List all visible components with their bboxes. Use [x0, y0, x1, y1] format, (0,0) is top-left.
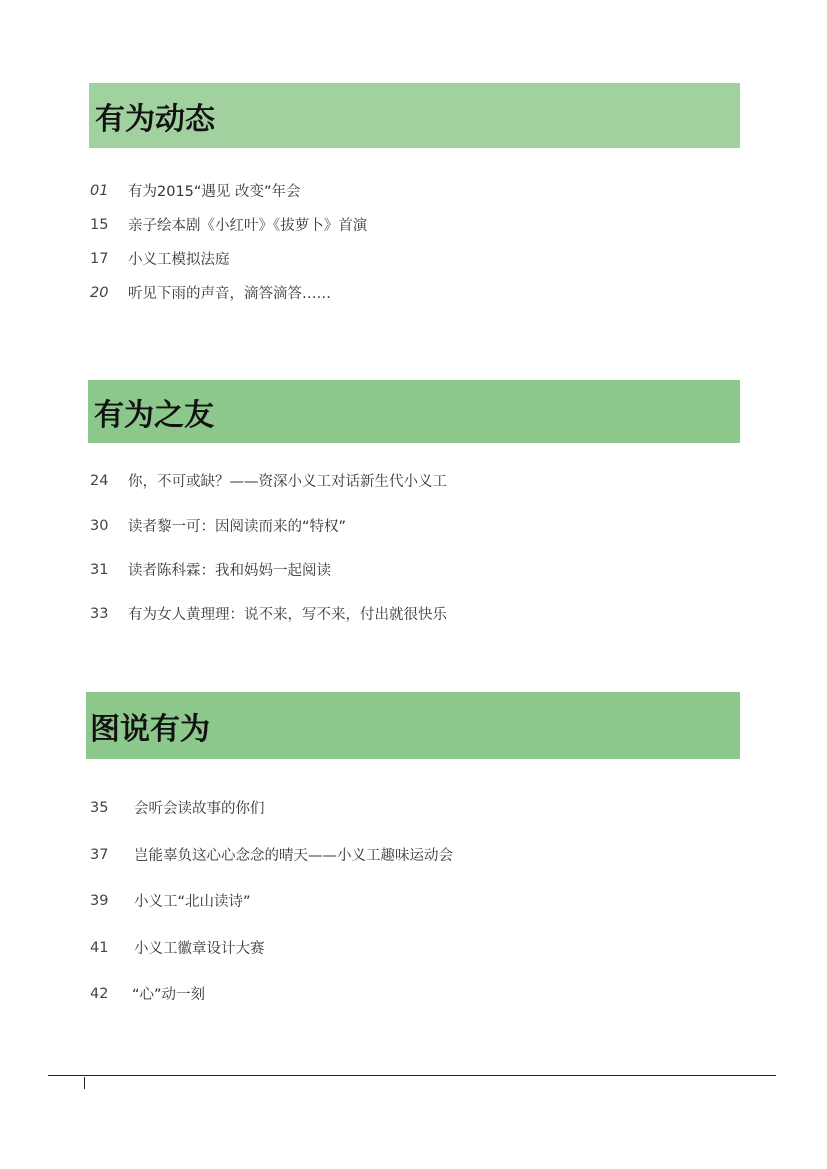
toc-item[interactable] [90, 797, 265, 818]
toc-page-number: 31 [90, 561, 109, 578]
toc-item-title: 会听会读故事的你们 [134, 801, 265, 817]
toc-item-title: 有为女人黄理理：说不来，写不来，付出就很快乐 [128, 607, 447, 623]
toc-page-number: 15 [90, 216, 109, 233]
toc-item[interactable] [90, 559, 331, 580]
section-header-youwei-dongtai [89, 83, 740, 148]
toc-item[interactable] [90, 214, 367, 235]
section-title: 有为动态 [95, 101, 215, 137]
toc-page-number: 33 [90, 605, 109, 622]
toc-item[interactable] [90, 180, 301, 201]
toc-page-number: 17 [90, 250, 109, 267]
section-header-youwei-zhiyou [88, 380, 740, 443]
toc-page-number: 35 [90, 799, 109, 816]
toc-item[interactable] [90, 515, 346, 536]
toc-page-number: 24 [90, 472, 109, 489]
toc-item[interactable] [90, 282, 331, 303]
footer-divider [48, 1075, 776, 1076]
toc-item-title: “心”动一刻 [132, 987, 206, 1003]
toc-item[interactable] [90, 248, 230, 269]
section-header-tushuo-youwei [86, 692, 740, 759]
toc-page-number: 42 [90, 985, 109, 1002]
toc-item[interactable] [90, 937, 265, 958]
toc-page-number: 30 [90, 517, 109, 534]
toc-item-title: 读者黎一可：因阅读而来的“特权” [128, 519, 347, 535]
toc-item-title: 听见下雨的声音，滴答滴答…… [128, 286, 331, 302]
toc-item-title: 有为2015“遇见 改变”年会 [128, 184, 301, 200]
toc-item-title: 亲子绘本剧《小红叶》《拔萝卜》首演 [128, 218, 368, 234]
toc-item-title: 岂能辜负这心心念念的晴天——小义工趣味运动会 [134, 848, 453, 864]
toc-item-title: 小义工模拟法庭 [128, 252, 230, 268]
toc-item[interactable] [90, 470, 447, 491]
section-title: 图说有为 [90, 711, 210, 747]
toc-item-title: 小义工徽章设计大赛 [134, 941, 265, 957]
toc-page-number: 20 [90, 284, 109, 301]
toc-item[interactable] [90, 983, 205, 1004]
toc-page-number: 41 [90, 939, 109, 956]
toc-page-number: 39 [90, 892, 109, 909]
toc-page-number: 37 [90, 846, 109, 863]
footer-tick-mark [84, 1077, 85, 1089]
section-title: 有为之友 [94, 397, 214, 433]
toc-item[interactable] [90, 890, 251, 911]
toc-item-title: 读者陈科霖：我和妈妈一起阅读 [128, 563, 331, 579]
toc-item[interactable] [90, 844, 453, 865]
toc-page-number: 01 [90, 182, 109, 199]
toc-item-title: 小义工“北山读诗” [134, 894, 251, 910]
toc-item[interactable] [90, 603, 447, 624]
toc-item-title: 你，不可或缺？——资深小义工对话新生代小义工 [128, 474, 447, 490]
